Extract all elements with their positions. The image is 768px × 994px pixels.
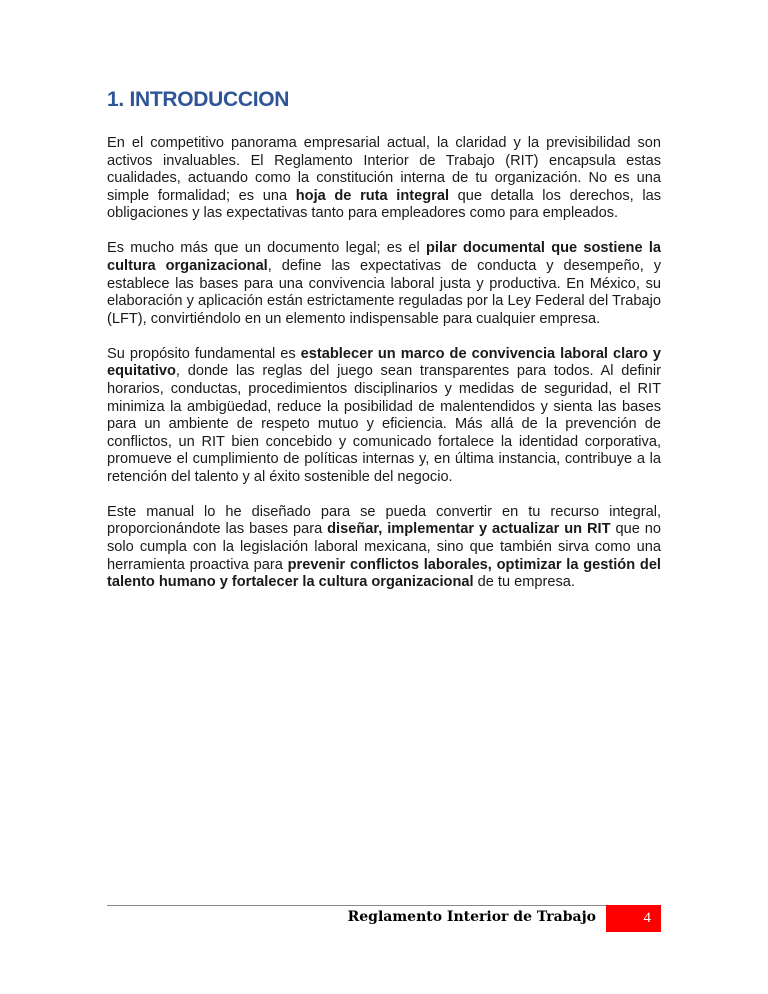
footer-divider [107, 905, 661, 906]
text-run: Este manual lo he diseñado para se pueda convertir en tu recurso integral, proporcionándote las bases para [107, 503, 661, 538]
text-run: Su propósito fundamental es [107, 345, 301, 362]
paragraph-4 [107, 504, 661, 592]
text-run: En el competitivo panorama empresarial actual, la claridad y la previsibilidad son activos invaluables. El Reglamento Interior de Trabajo (RIT) encapsula estas cualidades, actuando como la constitución interna de tu organización. No es una simple formalidad; es una [107, 135, 661, 204]
paragraph-1 [107, 135, 661, 223]
bold-run: establecer un marco de convivencia laboral claro y equitativo [107, 345, 662, 380]
text-run: Es mucho más que un documento legal; es el [107, 240, 426, 257]
body-text [107, 135, 661, 609]
text-run: , define las expectativas de conducta y desempeño, y establece las bases para una convivencia laboral justa y productiva. En México, su elaboración y aplicación están estrictamente reguladas por la Ley Federal del Trabajo (LFT), convirtiéndolo en un elemento indispensable para cualquier empresa. [107, 257, 661, 327]
footer-title: Reglamento Interior de Trabajo [347, 909, 596, 925]
paragraph-2 [107, 240, 661, 328]
page-number: 4 [606, 905, 661, 932]
paragraph-3 [107, 346, 661, 487]
text-run: que no solo cumpla con la legislación laboral mexicana, sino que también sirva como una herramienta proactiva para [107, 521, 661, 573]
bold-run: diseñar, implementar y actualizar un RIT [327, 521, 611, 538]
bold-run: pilar documental que sostiene la cultura organizacional [107, 240, 661, 274]
section-heading: 1. INTRODUCCION [107, 88, 290, 111]
bold-run: hoja de ruta integral [295, 187, 449, 204]
text-run: de tu empresa. [473, 574, 575, 591]
text-run: que detalla los derechos, las obligaciones y las expectativas tanto para empleadores como para empleados. [107, 187, 662, 222]
bold-run: prevenir conflictos laborales, optimizar la gestión del talento humano y fortalecer la cultura organizacional [107, 556, 661, 591]
text-run: , donde las reglas del juego sean transparentes para todos. Al definir horarios, conductas, procedimientos disciplinarios y medidas de seguridad, el RIT minimiza la ambigüedad, reduce la posibilidad de malentendidos y sienta las bases para un ambiente de respeto mutuo y eficiencia. Más allá de la prevención de conflictos, un RIT bien concebido y comunicado fortalece la identidad corporativa, promueve el cumplimiento de políticas internas y, en última instancia, contribuye a la retención del talento y al éxito sostenible del negocio. [107, 363, 661, 485]
